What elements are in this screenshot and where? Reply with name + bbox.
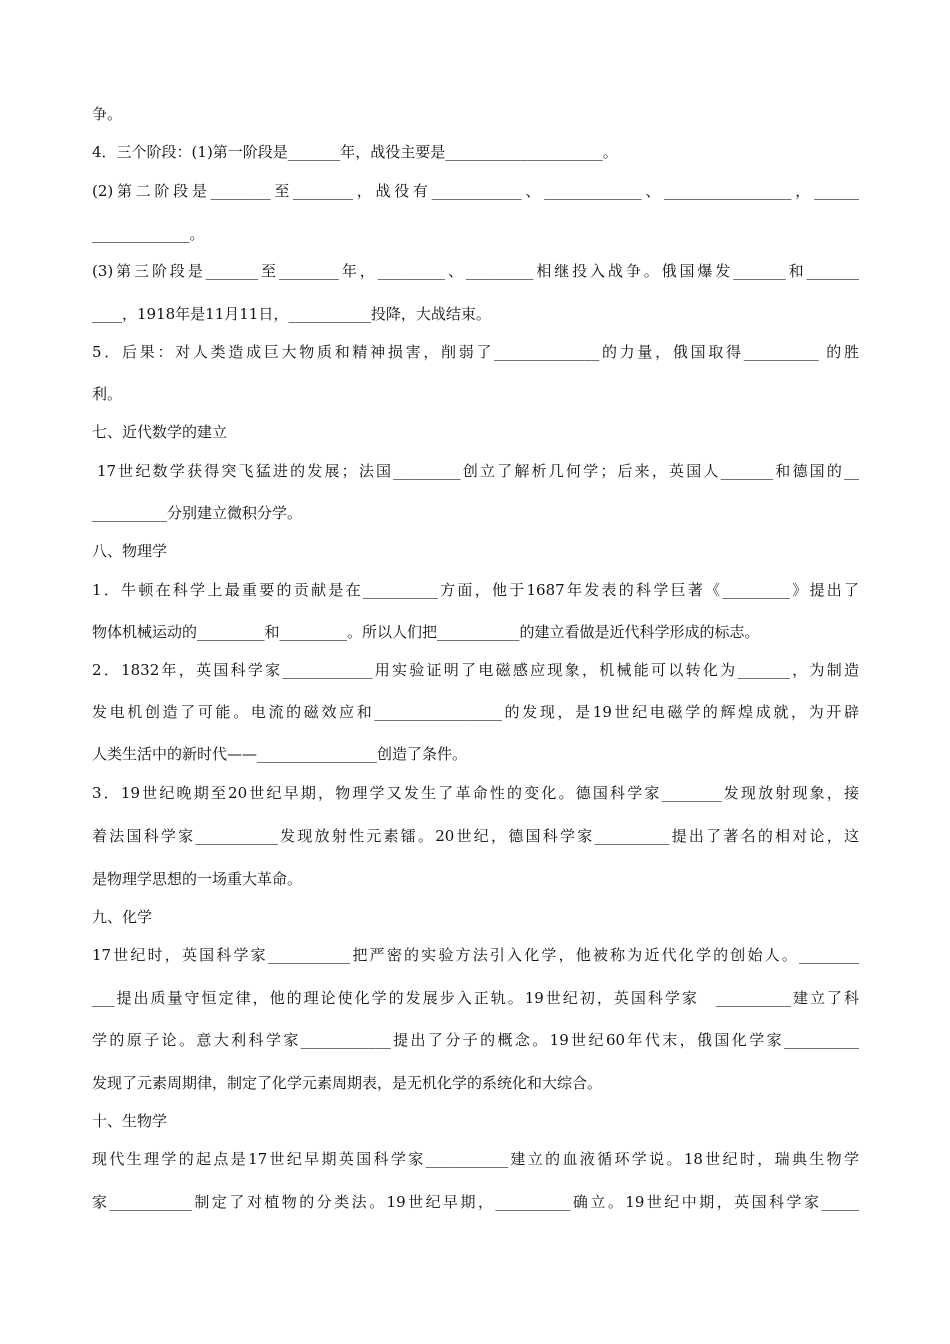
text-line: 利。 xyxy=(92,385,123,403)
text-line: 发现了元素周期律，制定了化学元素周期表，是无机化学的系统化和大综合。 xyxy=(92,1074,603,1092)
text-line: 学的原子论。意大利科学家____________提出了分子的概念。19世纪60年代末，俄国化学家__________ xyxy=(92,1031,859,1049)
text-line: 现代生理学的起点是17世纪早期英国科学家___________建立的血液循环学说。18世纪时，瑞典生物学 xyxy=(92,1150,859,1168)
text-line: 发电机创造了可能。电流的磁效应和_________________的发现，是19世纪电磁学的辉煌成就，为开辟 xyxy=(92,703,859,721)
text-line: 5．后果：对人类造成巨大物质和精神损害，削弱了______________的力量，俄国取得__________ 的胜 xyxy=(92,343,859,361)
text-line: __________分别建立微积分学。 xyxy=(92,504,303,522)
text-line: 家___________制定了对植物的分类法。19世纪早期，__________确立。19世纪中期，英国科学家_____ xyxy=(92,1193,859,1211)
text-line: 4．三个阶段：(1)第一阶段是_______年，战役主要是_____________________。 xyxy=(92,143,618,161)
text-line: 着法国科学家___________发现放射性元素镭。20世纪，德国科学家__________提出了著名的相对论，这 xyxy=(92,827,859,845)
text-line: 人类生活中的新时代——________________创造了条件。 xyxy=(92,745,468,763)
text-line: 17世纪时，英国科学家___________把严密的实验方法引入化学，他被称为近代化学的创始人。________ xyxy=(92,946,859,964)
text-line: 争。 xyxy=(92,105,123,123)
section-heading: 十、生物学 xyxy=(92,1112,168,1130)
text-line: (3)第三阶段是_______至________年，_________、_________相继投入战争。俄国爆发_______和_______ xyxy=(92,262,859,280)
section-heading: 八、物理学 xyxy=(92,542,168,560)
text-line: 物体机械运动的_________和_________。所以人们把___________的建立看做是近代科学形成的标志。 xyxy=(92,623,760,641)
text-line: 是物理学思想的一场重大革命。 xyxy=(92,870,303,888)
section-heading: 七、近代数学的建立 xyxy=(92,423,228,441)
text-line: ___提出质量守恒定律，他的理论使化学的发展步入正轨。19世纪初，英国科学家 __________建立了科 xyxy=(92,989,859,1007)
text-line: _____________。 xyxy=(92,225,205,243)
text-line: ____，1918年是11月11日，___________投降，大战结束。 xyxy=(92,305,491,323)
section-heading: 九、化学 xyxy=(92,908,153,926)
text-line: 3．19世纪晚期至20世纪早期，物理学又发生了革命性的变化。德国科学家________发现放射现象，接 xyxy=(92,784,859,802)
text-line: 1．牛顿在科学上最重要的贡献是在__________方面，他于1687年发表的科学巨著《_________》提出了 xyxy=(92,581,859,599)
text-line: 17世纪数学获得突飞猛进的发展；法国_________创立了解析几何学；后来，英国人_______和德国的__ xyxy=(97,462,859,480)
text-line: 2．1832年，英国科学家____________用实验证明了电磁感应现象，机械能可以转化为_______，为制造 xyxy=(92,661,859,679)
text-line: (2)第二阶段是________至________，战役有____________、_____________、_________________，______ xyxy=(92,182,859,200)
